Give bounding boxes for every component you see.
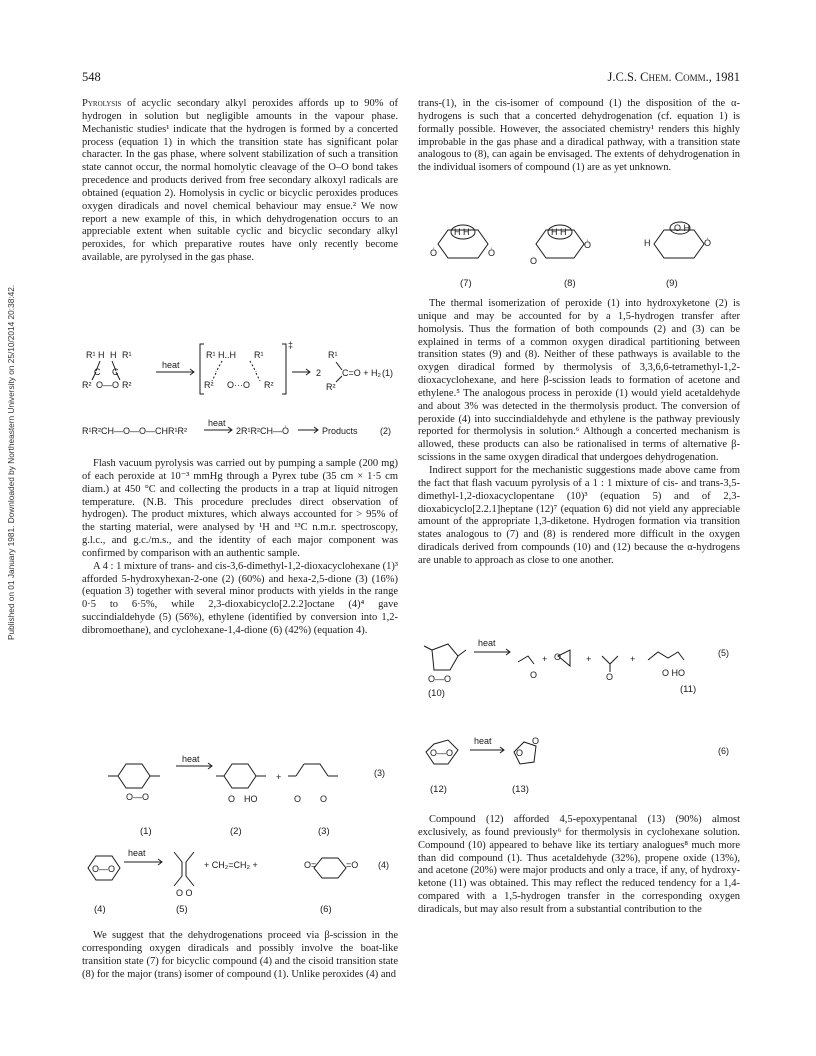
label-9: (9) (666, 278, 678, 289)
equation-3-scheme (82, 752, 400, 812)
svg-text:H: H (644, 238, 651, 248)
svg-text:O: O (320, 794, 328, 804)
heat-label-eq6: heat (474, 736, 492, 746)
svg-text:O: O (606, 672, 614, 682)
transition-states-figure (418, 214, 740, 284)
right-col-top (418, 98, 740, 175)
svg-text:O: O (532, 736, 540, 746)
equation-2 (82, 420, 400, 440)
equation-1-scheme (82, 336, 400, 396)
ts-hh: H..H (218, 350, 236, 360)
svg-text:=O: =O (346, 860, 359, 870)
compound-12-paragraph: Compound (12) afforded 4,5-epoxypentanal (13) (90%) almost exclusively, as found previously⁶ for thermolysis in cyclohexane solution. Compound (10) appeared to behave like its tertiary analogues⁸ much more than did compound (1). Thus acetaldehyde (32%), propene oxide (13%), and acetone (20%) were major products and only a trace, if any, of hydroxy-ketone (11) was obtained. This may reflect the reduced tendency for a 1,4- compared with a 1,5-hydrogen transfer in the corresponding oxygen diradicals, but may also result from a substantial contribution to the (418, 814, 740, 915)
right-col-mid (418, 298, 740, 568)
mechanism-paragraph: We suggest that the dehydrogenations proceed via β-scission in the corresponding oxygen diradicals and possibly involve the boat-like transition state (7) for bicyclic compound (4) and the cisoid transition state (8) for the major (trans) isomer of compound (1). Unlike peroxides (4) and (82, 930, 398, 980)
ts-9 (644, 222, 711, 258)
lead-word: Pyrolysis (82, 98, 122, 109)
left-col-bottom (82, 930, 398, 981)
svg-text:O HO: O HO (662, 668, 686, 678)
eq1-coeff: 2 (316, 368, 322, 378)
svg-text:Ȯ: Ȯ (704, 238, 712, 248)
svg-text:R¹: R¹ (206, 350, 216, 360)
heat-label-eq4: heat (128, 848, 146, 858)
eq1-product: C=O + H₂ (342, 368, 382, 378)
svg-text:+: + (630, 654, 636, 664)
label-4: (4) (94, 904, 106, 915)
svg-text:R²: R² (326, 382, 336, 392)
svg-text:Ȯ: Ȯ (584, 240, 592, 250)
svg-text:O—O: O—O (126, 792, 150, 802)
svg-text:O=: O= (304, 860, 317, 870)
label-12: (12) (430, 784, 447, 795)
svg-text:C: C (94, 367, 101, 377)
ts-8 (530, 225, 591, 266)
eq2-mid: 2R¹R²CH—Ȯ (236, 426, 289, 436)
svg-text:O: O (530, 256, 538, 266)
svg-text:O: O (516, 748, 524, 758)
eq3-number: (3) (374, 768, 385, 778)
page-header (82, 70, 740, 84)
svg-text:HO: HO (244, 794, 258, 804)
right-col-bottom (418, 814, 740, 917)
results-paragraph: A 4 : 1 mixture of trans- and cis-3,6-dimethyl-1,2-dioxacyclohexane (1)³ afforded 5-hydroxyhexan-2-one (2) (60%) and hexa-2,5-dione (3) (16%) (equation 3) together with several minor products with yields in the range 0·5 to 6·5%, while 2,3-dioxabicyclo[2.2.2]octane (4)⁴ gave succindialdehyde (5) (56%), ethylene (identified by conversion into 1,2-dibromoethane), and cyclohexane-1,4-dione (6) (42%) (equation 4). (82, 560, 398, 636)
svg-text:R²: R² (264, 380, 274, 390)
download-note-text: Published on 01 January 1981. Downloaded by Northeastern University on 25/10/2014 20:38:42. (6, 284, 16, 640)
intro-text: of acyclic secondary alkyl peroxides affords up to 90% of hydrogen in solution but negligible amounts in the vapour phase. Mechanistic studies¹ indicate that the hydrogen is formed by a concerted process (equation 1) in which the transition state has significant polar character. In the gas phase, where solvent stabilization of such a transition state cannot occur, the normal homolytic cleavage of the O–O bond takes precedence and products derived from free secondary alkoxyl radicals are obtained (equation 2). Homolysis in cyclic or bicyclic peroxides produces oxygen diradicals and novel chemical behaviour may ensue.² We now report a new example of this, in which dehydrogenation occurs to an appreciable extent when suitable cyclic and bicyclic secondary alkyl peroxides, for which preparative routes have only recently become available, are pyrolysed in the gas phase. (82, 98, 399, 264)
eq4-products: + CH₂=CH₂ + (204, 860, 258, 870)
equation-5-scheme (418, 636, 740, 686)
label-8: (8) (564, 278, 576, 289)
svg-text:H H: H H (551, 227, 567, 237)
label-1: (1) (140, 826, 152, 837)
svg-text:+: + (586, 654, 592, 664)
page-number: 548 (82, 70, 101, 84)
svg-text:O O: O O (176, 888, 193, 898)
heat-label-eq2: heat (208, 418, 226, 428)
eq2-number: (2) (380, 426, 391, 436)
eq2-products: Products (322, 426, 358, 436)
ts-7 (430, 225, 495, 258)
eq2-lhs: R¹R²CH—O—O—CHR¹R² (82, 426, 187, 436)
equation-4-scheme (82, 846, 400, 896)
svg-text:O H: O H (674, 223, 691, 233)
svg-text:O—O: O—O (428, 674, 452, 684)
eq1-number: (1) (382, 368, 393, 378)
svg-text:R¹: R¹ (254, 350, 264, 360)
svg-text:O···O: O···O (227, 380, 250, 390)
label-3: (3) (318, 826, 330, 837)
left-col-mid (82, 458, 398, 638)
svg-text:R¹: R¹ (328, 350, 338, 360)
label-13: (13) (512, 784, 529, 795)
svg-text:H: H (110, 350, 117, 360)
svg-text:+: + (542, 654, 548, 664)
download-note (4, 180, 20, 640)
label-10: (10) (428, 688, 445, 699)
journal-title: J.C.S. Chem. Comm., 1981 (607, 70, 740, 84)
svg-text:R²: R² (204, 380, 214, 390)
label-5: (5) (176, 904, 188, 915)
svg-text:R²: R² (82, 380, 92, 390)
methods-paragraph: Flash vacuum pyrolysis was carried out by pumping a sample (200 mg) of each peroxide at 10⁻³ mmHg through a Pyrex tube (35 cm × 1·5 cm diam.) at 450 °C and collecting the products in a trap at liquid nitrogen temperature. (N.B. This procedure precludes direct observation of hydrogen). The product mixtures, which always accounted for > 95% of the starting material, were analysed by ¹H and ¹³C n.m.r. spectroscopy, g.l.c., and g.c./m.s., and the identity of each major component was confirmed by comparison with an authentic sample. (82, 458, 398, 559)
svg-text:O—O: O—O (96, 380, 120, 390)
svg-text:O—O: O—O (92, 864, 116, 874)
eq5-number: (5) (718, 648, 729, 658)
left-col-top (82, 98, 398, 265)
svg-text:O—O: O—O (430, 748, 454, 758)
svg-text:H H: H H (454, 227, 470, 237)
isomer-paragraph: trans-(1), in the cis-isomer of compound (1) the disposition of the α-hydrogens is such that a concerted dehydrogenation (cf. equation 1) is formally possible. However, the associated chemistry¹ renders this highly improbable in the gas phase and a diradical pathway, with a transition state analogous to (8), can again be envisaged. The extents of dehydrogenation in the individual isomers of compound (1) are as yet unknown. (418, 98, 740, 174)
indirect-support-paragraph: Indirect support for the mechanistic suggestions made above came from the fact that flash vacuum pyrolysis of a 1 : 1 mixture of cis- and trans-3,5-dimethyl-1,2-dioxacyclopentane (10)³ (equation 5) and of 2,3-dioxabicyclo[2.2.1]heptane (12)⁷ (equation 6) did not yield any appreciable amount of the appropriate 1,3-diketone. Hydrogen formation via transition states analogous to (7) and (8) is rendered more difficult in the oxygen diradicals derived from compounds (10) and (12) because the α-hydrogens are unable to approach as close to one another. (418, 464, 740, 566)
label-11: (11) (680, 684, 697, 695)
svg-text:C: C (112, 367, 119, 377)
isomerization-paragraph: The thermal isomerization of peroxide (1) into hydroxyketone (2) is unique and may be accounted for by a 1,5-hydrogen transfer after homolysis. Thus the formation of both compounds (2) and (3) can be explained in terms of a common oxygen diradical partitioning between transition states (9) and (8). Neither of these pathways is available to the oxygen diradical formed by thermolysis of 3,3,6,6-tetramethyl-1,2-dioxacyclohexane, and here β-scission leads to formation of acetone and ethylene.⁵ The analogous process in peroxide (1) would yield acetaldehyde and about 3% was detected in the thermolysis product. The conversion of peroxide (4) into succindialdehyde and ethylene is the pathway previously reported for thermolysis in solution.⁶ Although a concerted mechanism is allowed, these products can also be rationalised in terms of alternative β-scissions in the same oxygen diradical that undergoes dehydrogenation. (418, 298, 740, 464)
label-6: (6) (320, 904, 332, 915)
intro-paragraph (82, 98, 398, 265)
svg-text:O: O (530, 670, 538, 680)
heat-label-eq3: heat (182, 754, 200, 764)
svg-text:R²: R² (122, 380, 132, 390)
svg-text:O: O (294, 794, 302, 804)
label-2: (2) (230, 826, 242, 837)
svg-text:R¹: R¹ (122, 350, 132, 360)
svg-text:R¹: R¹ (86, 350, 96, 360)
svg-text:Ȯ: Ȯ (488, 248, 496, 258)
svg-text:Ȯ: Ȯ (430, 248, 438, 258)
svg-text:H: H (98, 350, 105, 360)
svg-text:O: O (554, 652, 562, 662)
label-7: (7) (460, 278, 472, 289)
heat-label-eq1: heat (162, 360, 180, 370)
svg-text:+: + (276, 772, 282, 782)
svg-text:O: O (228, 794, 236, 804)
equation-6-scheme (418, 734, 740, 774)
svg-text:‡: ‡ (288, 340, 294, 350)
eq6-number: (6) (718, 746, 729, 756)
heat-label-eq5: heat (478, 638, 496, 648)
eq4-number: (4) (378, 860, 389, 870)
